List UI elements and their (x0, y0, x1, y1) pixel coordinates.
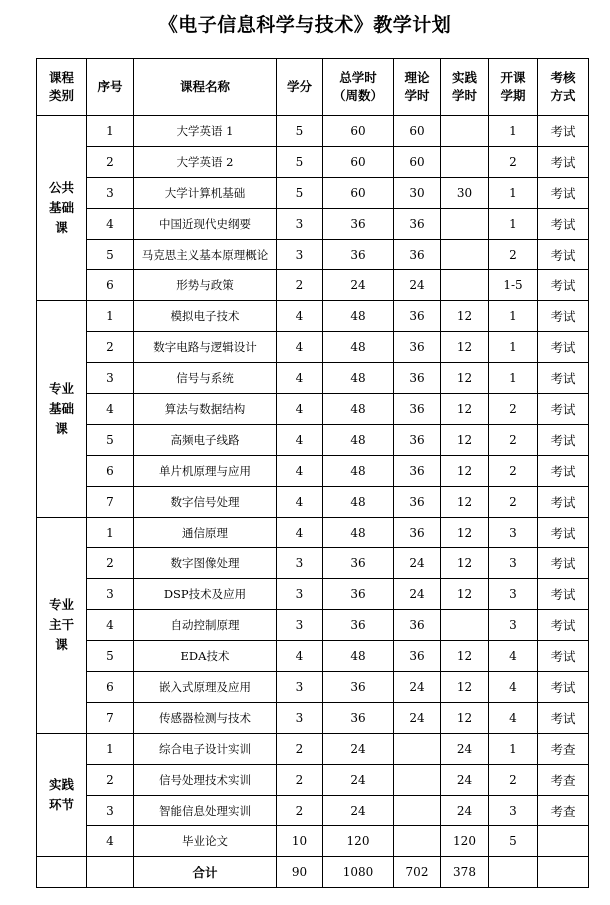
table-row (37, 301, 589, 332)
header-category-line: 类别 (48, 88, 74, 103)
practice-hours-cell: 12 (441, 363, 489, 394)
total-hours-cell: 60 (323, 177, 394, 208)
total-hours-cell: 24 (323, 270, 394, 301)
category-cell (37, 116, 87, 301)
total-hours-cell: 60 (323, 116, 394, 147)
credit-cell: 3 (277, 672, 323, 703)
credit-cell: 3 (277, 702, 323, 733)
category-cell (37, 517, 87, 733)
header-practice-hours-line: 学时 (451, 88, 477, 103)
practice-hours-cell: 24 (441, 795, 489, 826)
totals-total-hours: 1080 (323, 857, 394, 888)
header-term-line: 学期 (500, 88, 526, 103)
table-row (37, 270, 589, 301)
course-name-cell: 毕业论文 (134, 826, 277, 857)
total-hours-cell: 36 (323, 239, 394, 270)
theory-hours-cell (394, 764, 441, 795)
total-hours-cell: 24 (323, 795, 394, 826)
total-hours-cell: 24 (323, 764, 394, 795)
course-name-cell: 大学英语 2 (134, 146, 277, 177)
totals-assessment (538, 857, 589, 888)
course-name-cell: 传感器检测与技术 (134, 702, 277, 733)
teaching-plan-table (36, 58, 589, 888)
header-theory-hours-line: 学时 (404, 88, 430, 103)
table-row (37, 610, 589, 641)
credit-cell: 5 (277, 146, 323, 177)
term-cell: 2 (489, 394, 538, 425)
table-row (37, 795, 589, 826)
header-theory-hours-line: 理论 (404, 70, 430, 85)
category-label-line: 基础 (48, 400, 74, 416)
theory-hours-cell (394, 826, 441, 857)
category-label-line: 课 (55, 420, 68, 436)
header-total-hours-line: （周数） (332, 88, 383, 103)
assessment-cell: 考试 (538, 486, 589, 517)
totals-theory-hours: 702 (394, 857, 441, 888)
row-number-cell: 6 (87, 672, 134, 703)
table-row (37, 826, 589, 857)
term-cell: 2 (489, 424, 538, 455)
row-number-cell: 2 (87, 146, 134, 177)
assessment-cell: 考试 (538, 610, 589, 641)
row-number-cell: 1 (87, 517, 134, 548)
total-hours-cell: 36 (323, 548, 394, 579)
assessment-cell: 考试 (538, 177, 589, 208)
category-label-line: 环节 (48, 797, 74, 813)
credit-cell: 5 (277, 177, 323, 208)
practice-hours-cell: 24 (441, 733, 489, 764)
row-number-cell: 4 (87, 208, 134, 239)
term-cell: 2 (489, 486, 538, 517)
total-hours-cell: 36 (323, 579, 394, 610)
course-name-cell: EDA技术 (134, 641, 277, 672)
table-row (37, 672, 589, 703)
term-cell: 3 (489, 579, 538, 610)
credit-cell: 10 (277, 826, 323, 857)
credit-cell: 5 (277, 116, 323, 147)
total-hours-cell: 48 (323, 455, 394, 486)
course-name-cell: 嵌入式原理及应用 (134, 672, 277, 703)
total-hours-cell: 48 (323, 641, 394, 672)
category-label-line: 实践 (48, 777, 74, 793)
total-hours-cell: 48 (323, 394, 394, 425)
term-cell: 2 (489, 146, 538, 177)
credit-cell: 3 (277, 208, 323, 239)
course-name-cell: 自动控制原理 (134, 610, 277, 641)
row-number-cell: 5 (87, 239, 134, 270)
total-hours-cell: 24 (323, 733, 394, 764)
assessment-cell: 考试 (538, 424, 589, 455)
row-number-cell: 2 (87, 764, 134, 795)
credit-cell: 4 (277, 301, 323, 332)
table-row (37, 733, 589, 764)
assessment-cell: 考试 (538, 702, 589, 733)
term-cell: 2 (489, 239, 538, 270)
term-cell: 3 (489, 517, 538, 548)
row-number-cell: 5 (87, 641, 134, 672)
theory-hours-cell: 60 (394, 116, 441, 147)
total-hours-cell: 36 (323, 702, 394, 733)
practice-hours-cell: 12 (441, 301, 489, 332)
theory-hours-cell: 36 (394, 455, 441, 486)
assessment-cell (538, 826, 589, 857)
category-label-line: 专业 (48, 380, 74, 396)
theory-hours-cell: 36 (394, 332, 441, 363)
term-cell: 3 (489, 610, 538, 641)
totals-label: 合计 (134, 857, 277, 888)
table-row (37, 394, 589, 425)
header-assessment (538, 59, 589, 116)
category-label-line: 课 (55, 637, 68, 653)
row-number-cell: 7 (87, 702, 134, 733)
assessment-cell: 考试 (538, 301, 589, 332)
credit-cell: 3 (277, 239, 323, 270)
header-theory-hours (394, 59, 441, 116)
course-name-cell: 大学英语 1 (134, 116, 277, 147)
assessment-cell: 考试 (538, 579, 589, 610)
table-body (37, 116, 589, 888)
credit-cell: 4 (277, 486, 323, 517)
credit-cell: 4 (277, 332, 323, 363)
course-name-cell: 高频电子线路 (134, 424, 277, 455)
credit-cell: 4 (277, 424, 323, 455)
assessment-cell: 考查 (538, 795, 589, 826)
credit-cell: 3 (277, 548, 323, 579)
theory-hours-cell: 36 (394, 301, 441, 332)
row-number-cell: 2 (87, 548, 134, 579)
theory-hours-cell: 24 (394, 548, 441, 579)
assessment-cell: 考试 (538, 363, 589, 394)
credit-cell: 2 (277, 733, 323, 764)
credit-cell: 2 (277, 764, 323, 795)
practice-hours-cell: 12 (441, 548, 489, 579)
assessment-cell: 考查 (538, 764, 589, 795)
assessment-cell: 考查 (538, 733, 589, 764)
total-hours-cell: 48 (323, 332, 394, 363)
term-cell: 1 (489, 332, 538, 363)
document-title: 《电子信息科学与技术》教学计划 (158, 14, 452, 36)
course-name-cell: 信号与系统 (134, 363, 277, 394)
credit-cell: 4 (277, 394, 323, 425)
totals-term (489, 857, 538, 888)
practice-hours-cell: 12 (441, 486, 489, 517)
row-number-cell: 4 (87, 610, 134, 641)
total-hours-cell: 48 (323, 301, 394, 332)
header-category (37, 59, 87, 116)
theory-hours-cell: 36 (394, 610, 441, 641)
credit-cell: 2 (277, 795, 323, 826)
assessment-cell: 考试 (538, 208, 589, 239)
category-cell (37, 301, 87, 517)
row-number-cell: 1 (87, 301, 134, 332)
theory-hours-cell: 36 (394, 517, 441, 548)
practice-hours-cell: 120 (441, 826, 489, 857)
practice-hours-cell: 12 (441, 579, 489, 610)
term-cell: 4 (489, 641, 538, 672)
total-hours-cell: 48 (323, 486, 394, 517)
course-name-cell: 信号处理技术实训 (134, 764, 277, 795)
total-hours-cell: 60 (323, 146, 394, 177)
header-number (87, 59, 134, 116)
table-row (37, 764, 589, 795)
assessment-cell: 考试 (538, 641, 589, 672)
term-cell: 1 (489, 208, 538, 239)
theory-hours-cell (394, 795, 441, 826)
table-row (37, 424, 589, 455)
term-cell: 1 (489, 301, 538, 332)
practice-hours-cell (441, 208, 489, 239)
term-cell: 2 (489, 764, 538, 795)
practice-hours-cell (441, 146, 489, 177)
theory-hours-cell (394, 733, 441, 764)
header-total-hours (323, 59, 394, 116)
theory-hours-cell: 24 (394, 579, 441, 610)
header-term (489, 59, 538, 116)
category-cell (37, 733, 87, 857)
assessment-cell: 考试 (538, 394, 589, 425)
credit-cell: 4 (277, 455, 323, 486)
practice-hours-cell: 30 (441, 177, 489, 208)
theory-hours-cell: 36 (394, 641, 441, 672)
row-number-cell: 3 (87, 795, 134, 826)
table-row (37, 177, 589, 208)
course-name-cell: 算法与数据结构 (134, 394, 277, 425)
term-cell: 1 (489, 363, 538, 394)
header-course-name-line: 课程名称 (179, 79, 230, 94)
header-practice-hours-line: 实践 (451, 70, 477, 85)
totals-number-cell (87, 857, 134, 888)
theory-hours-cell: 24 (394, 270, 441, 301)
assessment-cell: 考试 (538, 455, 589, 486)
term-cell: 1-5 (489, 270, 538, 301)
table-row (37, 363, 589, 394)
theory-hours-cell: 24 (394, 672, 441, 703)
table-row (37, 116, 589, 147)
practice-hours-cell: 12 (441, 394, 489, 425)
totals-practice-hours: 378 (441, 857, 489, 888)
practice-hours-cell (441, 610, 489, 641)
theory-hours-cell: 24 (394, 702, 441, 733)
practice-hours-cell: 12 (441, 455, 489, 486)
theory-hours-cell: 36 (394, 394, 441, 425)
row-number-cell: 6 (87, 455, 134, 486)
assessment-cell: 考试 (538, 548, 589, 579)
theory-hours-cell: 36 (394, 424, 441, 455)
term-cell: 4 (489, 702, 538, 733)
course-name-cell: 马克思主义基本原理概论 (134, 239, 277, 270)
practice-hours-cell (441, 239, 489, 270)
course-name-cell: 模拟电子技术 (134, 301, 277, 332)
table-header-row (37, 59, 589, 116)
category-label-line: 基础 (48, 200, 74, 216)
theory-hours-cell: 30 (394, 177, 441, 208)
header-course-name (134, 59, 277, 116)
totals-category-cell (37, 857, 87, 888)
theory-hours-cell: 36 (394, 208, 441, 239)
category-label-line: 专业 (48, 597, 74, 613)
header-practice-hours (441, 59, 489, 116)
totals-credit: 90 (277, 857, 323, 888)
header-term-line: 开课 (500, 70, 526, 85)
category-label-line: 主干 (48, 617, 74, 633)
assessment-cell: 考试 (538, 332, 589, 363)
course-name-cell: 形势与政策 (134, 270, 277, 301)
header-total-hours-line: 总学时 (339, 70, 377, 85)
row-number-cell: 1 (87, 116, 134, 147)
row-number-cell: 3 (87, 579, 134, 610)
practice-hours-cell: 12 (441, 641, 489, 672)
total-hours-cell: 36 (323, 672, 394, 703)
table-row (37, 641, 589, 672)
row-number-cell: 4 (87, 826, 134, 857)
assessment-cell: 考试 (538, 239, 589, 270)
term-cell: 1 (489, 116, 538, 147)
credit-cell: 4 (277, 363, 323, 394)
total-hours-cell: 48 (323, 424, 394, 455)
header-assessment-line: 方式 (550, 88, 576, 103)
header-credit-line: 学分 (286, 79, 312, 94)
credit-cell: 4 (277, 517, 323, 548)
course-name-cell: 数字信号处理 (134, 486, 277, 517)
term-cell: 3 (489, 548, 538, 579)
assessment-cell: 考试 (538, 672, 589, 703)
assessment-cell: 考试 (538, 270, 589, 301)
credit-cell: 3 (277, 579, 323, 610)
row-number-cell: 5 (87, 424, 134, 455)
row-number-cell: 2 (87, 332, 134, 363)
category-label-line: 课 (55, 220, 68, 236)
theory-hours-cell: 36 (394, 239, 441, 270)
table-row (37, 486, 589, 517)
term-cell: 4 (489, 672, 538, 703)
total-hours-cell: 48 (323, 517, 394, 548)
row-number-cell: 3 (87, 177, 134, 208)
total-hours-cell: 36 (323, 610, 394, 641)
assessment-cell: 考试 (538, 517, 589, 548)
term-cell: 2 (489, 455, 538, 486)
table-row (37, 332, 589, 363)
table-row (37, 702, 589, 733)
course-name-cell: 智能信息处理实训 (134, 795, 277, 826)
total-hours-cell: 48 (323, 363, 394, 394)
credit-cell: 2 (277, 270, 323, 301)
practice-hours-cell: 12 (441, 332, 489, 363)
credit-cell: 4 (277, 641, 323, 672)
table-row (37, 579, 589, 610)
term-cell: 1 (489, 733, 538, 764)
practice-hours-cell: 12 (441, 702, 489, 733)
total-hours-cell: 36 (323, 208, 394, 239)
practice-hours-cell: 12 (441, 424, 489, 455)
table-row (37, 455, 589, 486)
table-row (37, 517, 589, 548)
header-assessment-line: 考核 (550, 70, 576, 85)
credit-cell: 3 (277, 610, 323, 641)
row-number-cell: 4 (87, 394, 134, 425)
row-number-cell: 3 (87, 363, 134, 394)
header-number-line: 序号 (97, 79, 123, 94)
row-number-cell: 1 (87, 733, 134, 764)
theory-hours-cell: 36 (394, 363, 441, 394)
table-row (37, 239, 589, 270)
course-name-cell: 数字图像处理 (134, 548, 277, 579)
table-row (37, 208, 589, 239)
term-cell: 1 (489, 177, 538, 208)
course-name-cell: 单片机原理与应用 (134, 455, 277, 486)
practice-hours-cell (441, 116, 489, 147)
course-name-cell: 大学计算机基础 (134, 177, 277, 208)
header-category-line: 课程 (48, 70, 74, 85)
table-row (37, 548, 589, 579)
course-name-cell: 数字电路与逻辑设计 (134, 332, 277, 363)
course-name-cell: 综合电子设计实训 (134, 733, 277, 764)
term-cell: 5 (489, 826, 538, 857)
row-number-cell: 7 (87, 486, 134, 517)
assessment-cell: 考试 (538, 116, 589, 147)
course-name-cell: 通信原理 (134, 517, 277, 548)
theory-hours-cell: 36 (394, 486, 441, 517)
table-row (37, 146, 589, 177)
practice-hours-cell (441, 270, 489, 301)
course-name-cell: DSP技术及应用 (134, 579, 277, 610)
category-label-line: 公共 (48, 180, 74, 196)
total-hours-cell: 120 (323, 826, 394, 857)
header-credit (277, 59, 323, 116)
practice-hours-cell: 12 (441, 672, 489, 703)
assessment-cell: 考试 (538, 146, 589, 177)
row-number-cell: 6 (87, 270, 134, 301)
practice-hours-cell: 12 (441, 517, 489, 548)
totals-row (37, 857, 589, 888)
course-name-cell: 中国近现代史纲要 (134, 208, 277, 239)
theory-hours-cell: 60 (394, 146, 441, 177)
term-cell: 3 (489, 795, 538, 826)
practice-hours-cell: 24 (441, 764, 489, 795)
